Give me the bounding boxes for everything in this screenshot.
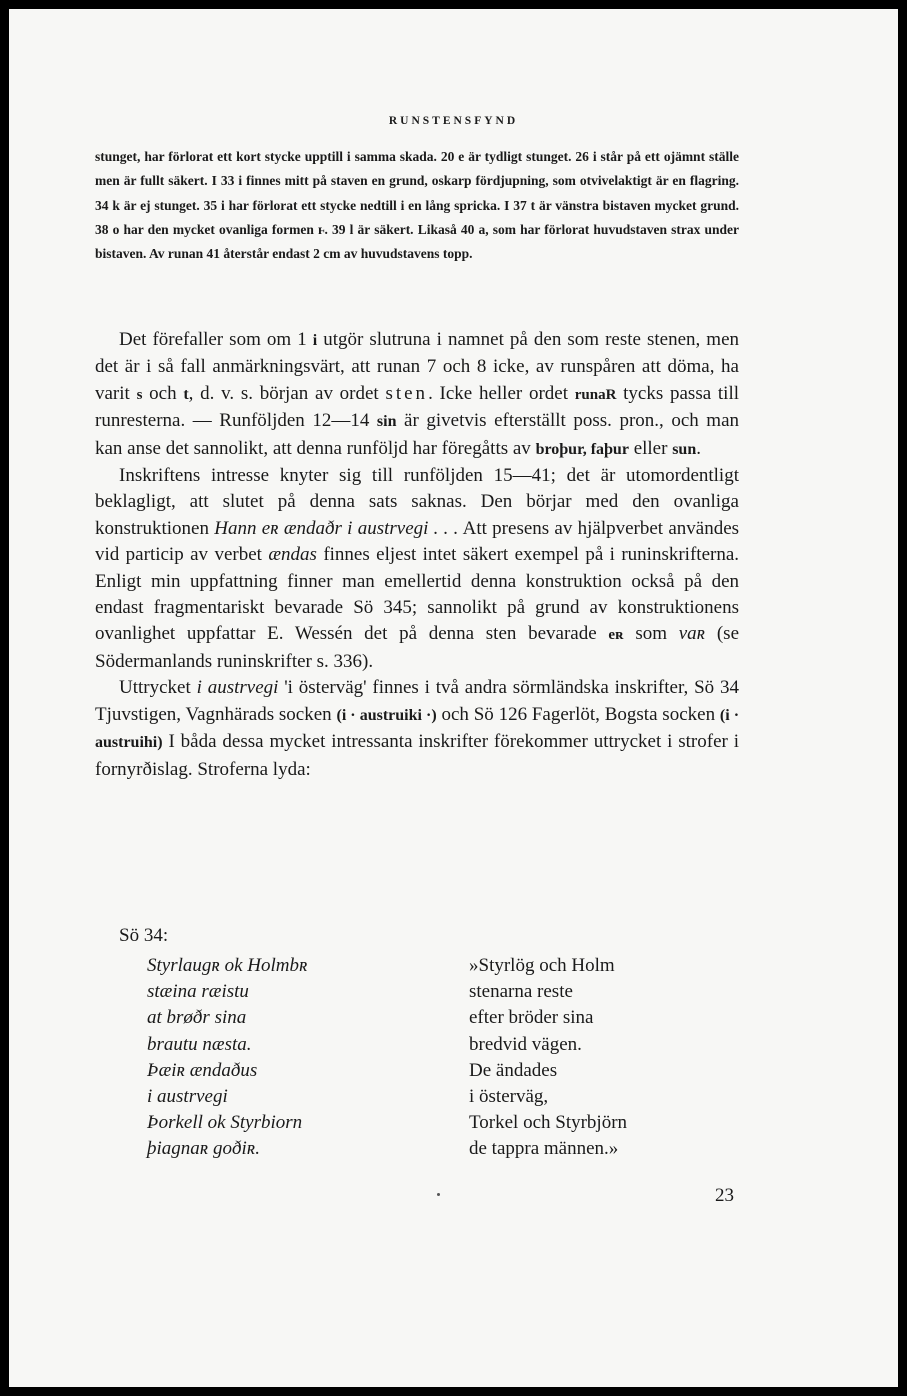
p1-text-g: , d. v. s. början av ordet	[188, 382, 379, 404]
p2-text-g: som	[635, 623, 668, 645]
verse-line: Torkel och Styrbjörn	[469, 1112, 628, 1134]
rune-i: i	[312, 332, 318, 349]
footnote-paragraph: stunget, har förlorat ett kort stycke upptill i samma skada. 20 e är tydligt stunget. 26 i står på ett ojämnt ställe men är fullt säkert. I 33 i finnes mitt på staven en grund, oskarp fördjupning, som otvivelaktigt är en flagring. 34 k är ej stunget. 35 i har förlorat ett stycke nedtill i en lång spricka. I 37 t är vänstra bistaven mycket grund. 38 o har den mycket ovanliga formen ⱶ. 39 l är säkert. Likaså 40 a, som har förlorat huvudstaven strax under bistaven. Av runan 41 återstår endast 2 cm av huvudstavens topp.	[95, 149, 739, 262]
verse-line: brautu næsta.	[147, 1033, 252, 1055]
main-text	[95, 327, 739, 783]
rune-s: s	[136, 386, 143, 403]
p2-text-c: Att presens av hjälpverbet användes vid particip av verbet	[95, 517, 740, 566]
p2-text-e: finnes eljest intet säkert exempel på i runinskrifterna. Enligt min uppfattning finner man emellertid denna konstruktion också på den endast fragmentariskt bevarade Sö 345; sannolikt på grund av konstruktionens ovanlighet uppfattar E. Wessén det på denna sten bevarade	[95, 544, 740, 645]
p3-text-a: Uttrycket	[119, 677, 191, 699]
verse-line: at brøðr sina	[147, 1007, 247, 1029]
verse-original	[147, 953, 307, 1163]
runic-austruihi: (i · austruihi)	[95, 706, 740, 752]
page-number: 23	[715, 1185, 734, 1206]
verse-translation	[469, 953, 627, 1163]
p3-text-c: 'i österväg' finnes i två andra sörmländska inskrifter, Sö 34 Tjuvstigen, Vagnhärads socken	[95, 677, 740, 725]
verse-line: Styrlaugʀ ok Holmbʀ	[147, 955, 308, 976]
verse-line: »Styrlög och Holm	[469, 955, 615, 976]
verse-line: bredvid vägen.	[469, 1033, 582, 1055]
verse-line: de tappra männen.»	[469, 1138, 619, 1160]
word-runar: runaR	[574, 386, 617, 403]
runic-austruiki: (i · austruiki ·)	[336, 706, 437, 724]
print-speck	[437, 1193, 440, 1196]
verse-label: Sö 34:	[119, 925, 169, 946]
phrase-i-austrvegi: i austrvegi	[196, 677, 279, 699]
paragraph-3	[95, 675, 739, 783]
verse-line: stenarna reste	[469, 981, 573, 1003]
word-er: eʀ	[608, 627, 624, 644]
p3-text-e: och Sö 126 Fagerlöt, Bogsta socken	[441, 703, 716, 725]
verse-line: i österväg,	[469, 1086, 549, 1108]
verse-line: Þæiʀ ændaðus	[147, 1059, 258, 1081]
p1-text-k: tycks passa till runresterna. — Runföljden 12—14	[95, 382, 739, 432]
phrase-hann-er: Hann eʀ ændaðr i austrvegi . . .	[214, 517, 459, 539]
p1-text-e: och	[149, 382, 177, 404]
word-var: vaʀ	[678, 623, 706, 645]
running-header: RUNSTENSFYND	[388, 115, 519, 127]
verse-line: þiagnaʀ goðiʀ.	[147, 1138, 260, 1160]
words-brothur-fathur: broþur, faþur	[535, 440, 629, 458]
verse-line: i austrvegi	[147, 1086, 228, 1108]
p1-text-o: eller	[633, 437, 668, 459]
p1-text-m: är givetvis efterställt poss. pron., och man kan anse det sannolikt, att denna runföljd har föregåtts av	[95, 410, 740, 459]
verse-line: efter bröder sina	[469, 1007, 594, 1029]
verse-line: Þorkell ok Styrbiorn	[147, 1112, 303, 1134]
p1-text-a: Det förefaller som om 1	[119, 329, 307, 350]
p3-text-g: I båda dessa mycket intressanta inskrifter förekommer uttrycket i strofer i fornyrðislag. Stroferna lyda:	[95, 731, 740, 780]
paragraph-2	[95, 463, 739, 675]
verse-line: stæina ræistu	[147, 981, 249, 1003]
p1-text-q: .	[696, 437, 701, 459]
rune-t: t	[183, 385, 189, 403]
book-page	[9, 9, 898, 1387]
verse-line: De ändades	[469, 1059, 558, 1081]
p2-text-a: Inskriftens intresse knyter sig till runföljden 15—41; det är utomordentligt beklagligt, att slutet på denna sats saknas. Den börjar med den ovanliga konstruktionen	[95, 465, 739, 539]
paragraph-1	[95, 327, 739, 463]
word-sun: sun	[672, 440, 697, 458]
p1-text-c: utgör slutruna i namnet på den som reste stenen, men det är i så fall anmärkningsvärt, att runan 7 och 8 icke, av runspåren att döma, ha varit	[95, 329, 740, 404]
word-aendas: ændas	[268, 544, 317, 566]
p2-text-i: (se Södermanlands runinskrifter s. 336).	[95, 623, 739, 672]
word-sten: sten	[385, 382, 429, 404]
p1-text-i: . Icke heller ordet	[428, 382, 568, 404]
word-sin: sin	[376, 413, 397, 431]
